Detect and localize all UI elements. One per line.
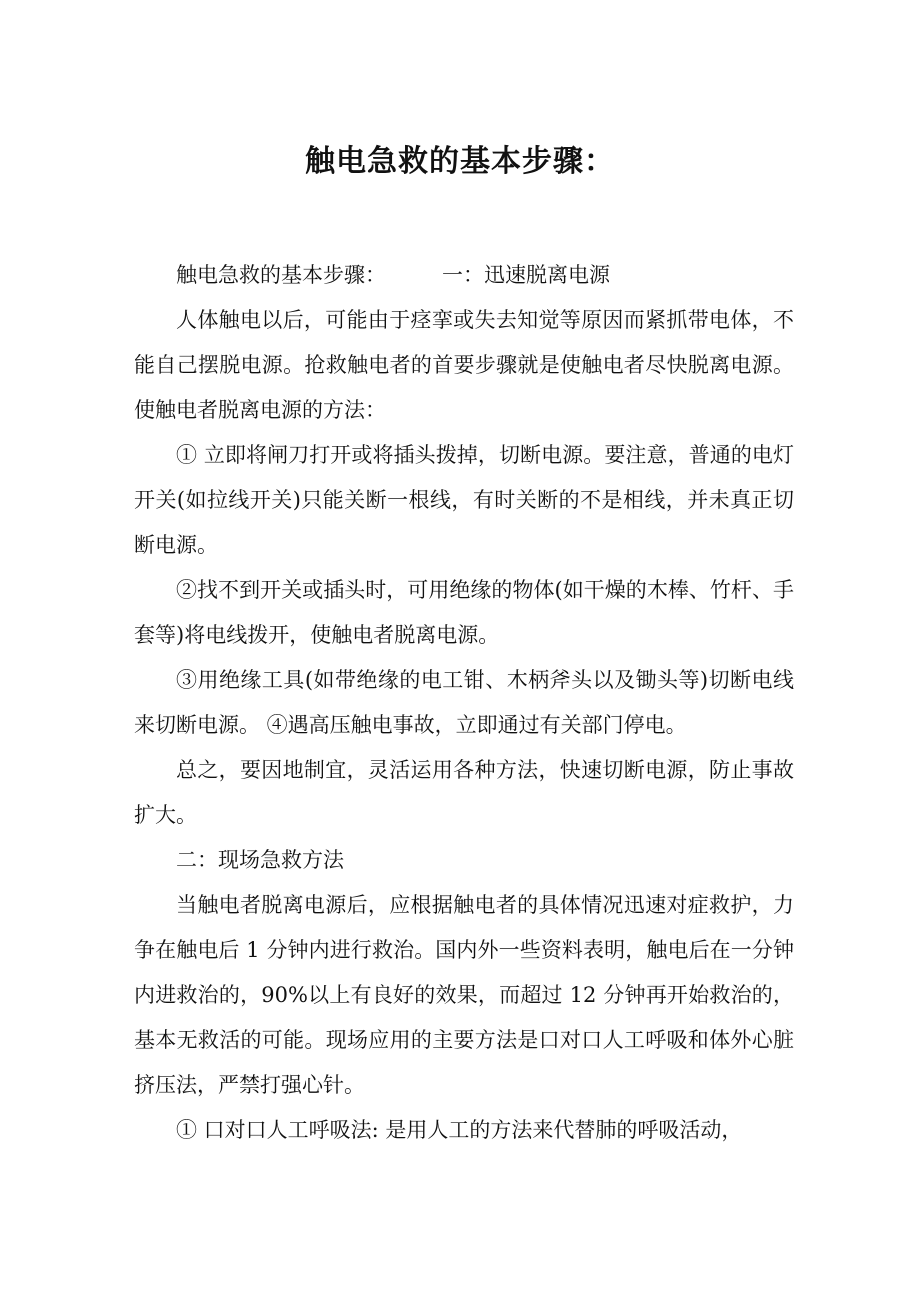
section-heading-1: 一：迅速脱离电源 bbox=[442, 263, 610, 287]
paragraph: 总之，要因地制宜，灵活运用各种方法，快速切断电源，防止事故扩大。 bbox=[134, 758, 794, 827]
section-heading-2: 二：现场急救方法 bbox=[176, 848, 344, 872]
paragraph: ②找不到开关或插头时，可用绝缘的物体(如干燥的木棒、竹杆、手套等)将电线拨开，使触电者脱离电源。 bbox=[134, 578, 794, 647]
intro-heading-line bbox=[134, 253, 794, 298]
intro-lead: 触电急救的基本步骤： bbox=[176, 263, 386, 287]
paragraph: ① 口对口人工呼吸法: 是用人工的方法来代替肺的呼吸活动， bbox=[176, 1118, 743, 1142]
document-title: 触电急救的基本步骤： bbox=[305, 144, 615, 179]
paragraph: 人体触电以后，可能由于痉挛或失去知觉等原因而紧抓带电体，不能自己摆脱电源。抢救触电者的首要步骤就是使触电者尽快脱离电源。 使触电者脱离电源的方法： bbox=[134, 308, 794, 422]
paragraph: 当触电者脱离电源后，应根据触电者的具体情况迅速对症救护，力争在触电后 1 分钟内进行救治。国内外一些资料表明，触电后在一分钟内进救治的，90%以上有良好的效果，而超过 12 分钟再开始救治的，基本无救活的可能。现场应用的主要方法是口对口人工呼吸和体外心脏挤压法，严禁打强心针。 bbox=[134, 893, 794, 1097]
paragraph: ③用绝缘工具(如带绝缘的电工钳、木柄斧头以及锄头等)切断电线来切断电源。 ④遇高压触电事故，立即通过有关部门停电。 bbox=[134, 668, 794, 737]
paragraph: ① 立即将闸刀打开或将插头拨掉，切断电源。要注意，普通的电灯开关(如拉线开关)只能关断一根线，有时关断的不是相线，并未真正切断电源。 bbox=[134, 443, 794, 557]
document-body bbox=[134, 253, 794, 1153]
